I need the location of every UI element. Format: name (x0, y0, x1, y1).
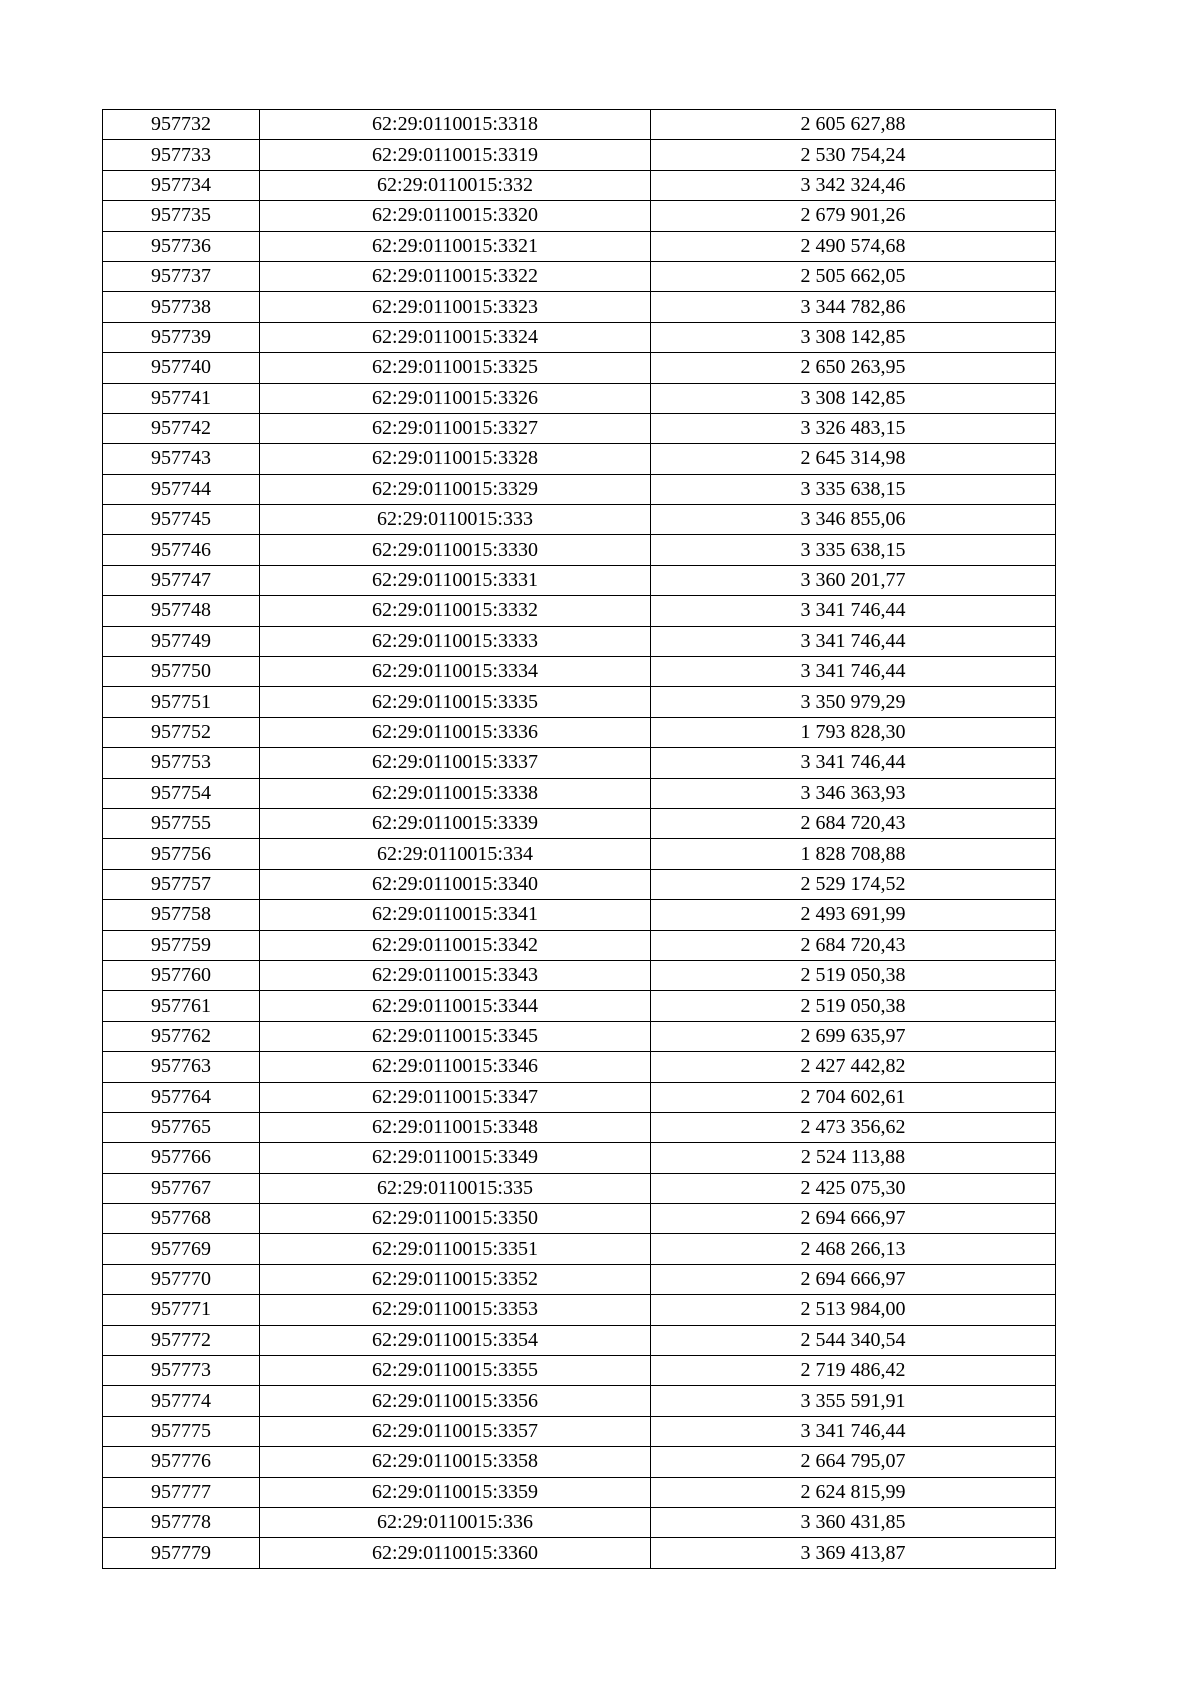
row-number-cell: 957740 (103, 353, 260, 383)
cadastral-value-cell: 3 355 591,91 (651, 1386, 1056, 1416)
cadastral-number-cell: 62:29:0110015:3320 (260, 201, 651, 231)
cadastral-value-cell: 2 719 486,42 (651, 1356, 1056, 1386)
row-number-cell: 957755 (103, 808, 260, 838)
cadastral-value-cell: 2 650 263,95 (651, 353, 1056, 383)
cadastral-value-cell: 2 505 662,05 (651, 261, 1056, 291)
cadastral-number-cell: 62:29:0110015:3332 (260, 596, 651, 626)
cadastral-number-cell: 62:29:0110015:3327 (260, 413, 651, 443)
cadastral-value-cell: 3 341 746,44 (651, 596, 1056, 626)
cadastral-value-cell: 3 369 413,87 (651, 1538, 1056, 1568)
cadastral-value-cell: 2 624 815,99 (651, 1477, 1056, 1507)
table-row (103, 231, 1056, 261)
table-row (103, 110, 1056, 140)
cadastral-number-cell: 62:29:0110015:3337 (260, 748, 651, 778)
cadastral-number-cell: 62:29:0110015:3346 (260, 1052, 651, 1082)
cadastral-value-cell: 2 490 574,68 (651, 231, 1056, 261)
table-row (103, 261, 1056, 291)
table-row (103, 960, 1056, 990)
table-row (103, 474, 1056, 504)
cadastral-number-cell: 62:29:0110015:3339 (260, 808, 651, 838)
cadastral-value-cell: 3 326 483,15 (651, 413, 1056, 443)
cadastral-number-cell: 62:29:0110015:3318 (260, 110, 651, 140)
cadastral-number-cell: 62:29:0110015:3321 (260, 231, 651, 261)
cadastral-number-cell: 62:29:0110015:3348 (260, 1112, 651, 1142)
row-number-cell: 957751 (103, 687, 260, 717)
cadastral-value-cell: 2 530 754,24 (651, 140, 1056, 170)
table-row (103, 383, 1056, 413)
cadastral-value-cell: 1 793 828,30 (651, 717, 1056, 747)
cadastral-number-cell: 62:29:0110015:333 (260, 505, 651, 535)
cadastral-number-cell: 62:29:0110015:3322 (260, 261, 651, 291)
cadastral-value-cell: 2 473 356,62 (651, 1112, 1056, 1142)
cadastral-value-cell: 2 679 901,26 (651, 201, 1056, 231)
row-number-cell: 957736 (103, 231, 260, 261)
row-number-cell: 957771 (103, 1295, 260, 1325)
row-number-cell: 957753 (103, 748, 260, 778)
table-row (103, 505, 1056, 535)
cadastral-number-cell: 62:29:0110015:3357 (260, 1416, 651, 1446)
cadastral-value-cell: 3 360 431,85 (651, 1507, 1056, 1537)
table-row (103, 1295, 1056, 1325)
cadastral-value-cell: 1 828 708,88 (651, 839, 1056, 869)
cadastral-number-cell: 62:29:0110015:3340 (260, 869, 651, 899)
row-number-cell: 957754 (103, 778, 260, 808)
row-number-cell: 957732 (103, 110, 260, 140)
table-row (103, 1112, 1056, 1142)
row-number-cell: 957743 (103, 444, 260, 474)
cadastral-number-cell: 62:29:0110015:3345 (260, 1021, 651, 1051)
row-number-cell: 957774 (103, 1386, 260, 1416)
cadastral-number-cell: 62:29:0110015:3347 (260, 1082, 651, 1112)
table-row (103, 930, 1056, 960)
cadastral-number-cell: 62:29:0110015:3358 (260, 1447, 651, 1477)
row-number-cell: 957741 (103, 383, 260, 413)
cadastral-value-cell: 3 342 324,46 (651, 170, 1056, 200)
cadastral-number-cell: 62:29:0110015:3355 (260, 1356, 651, 1386)
table-row (103, 1204, 1056, 1234)
cadastral-value-cell: 3 360 201,77 (651, 565, 1056, 595)
row-number-cell: 957775 (103, 1416, 260, 1446)
cadastral-value-cell: 3 308 142,85 (651, 322, 1056, 352)
row-number-cell: 957761 (103, 991, 260, 1021)
cadastral-number-cell: 62:29:0110015:3342 (260, 930, 651, 960)
table-row (103, 596, 1056, 626)
table-row (103, 1173, 1056, 1203)
cadastral-number-cell: 62:29:0110015:3328 (260, 444, 651, 474)
row-number-cell: 957758 (103, 900, 260, 930)
row-number-cell: 957765 (103, 1112, 260, 1142)
table-row (103, 170, 1056, 200)
row-number-cell: 957767 (103, 1173, 260, 1203)
row-number-cell: 957759 (103, 930, 260, 960)
cadastral-value-cell: 3 346 855,06 (651, 505, 1056, 535)
cadastral-value-cell: 2 513 984,00 (651, 1295, 1056, 1325)
row-number-cell: 957733 (103, 140, 260, 170)
cadastral-number-cell: 62:29:0110015:334 (260, 839, 651, 869)
cadastral-number-cell: 62:29:0110015:3330 (260, 535, 651, 565)
cadastral-number-cell: 62:29:0110015:3333 (260, 626, 651, 656)
table-row (103, 657, 1056, 687)
table-row (103, 1082, 1056, 1112)
cadastral-value-cell: 2 694 666,97 (651, 1204, 1056, 1234)
row-number-cell: 957750 (103, 657, 260, 687)
table-row (103, 808, 1056, 838)
row-number-cell: 957756 (103, 839, 260, 869)
cadastral-number-cell: 62:29:0110015:3359 (260, 1477, 651, 1507)
cadastral-value-cell: 2 493 691,99 (651, 900, 1056, 930)
row-number-cell: 957768 (103, 1204, 260, 1234)
table-row (103, 201, 1056, 231)
row-number-cell: 957746 (103, 535, 260, 565)
cadastral-value-cell: 2 519 050,38 (651, 991, 1056, 1021)
cadastral-number-cell: 62:29:0110015:3331 (260, 565, 651, 595)
row-number-cell: 957739 (103, 322, 260, 352)
row-number-cell: 957769 (103, 1234, 260, 1264)
cadastral-number-cell: 62:29:0110015:3323 (260, 292, 651, 322)
cadastral-number-cell: 62:29:0110015:335 (260, 1173, 651, 1203)
row-number-cell: 957779 (103, 1538, 260, 1568)
table-row (103, 1416, 1056, 1446)
table-row (103, 1264, 1056, 1294)
row-number-cell: 957776 (103, 1447, 260, 1477)
table-row (103, 1325, 1056, 1355)
cadastral-value-cell: 2 529 174,52 (651, 869, 1056, 899)
cadastral-value-cell: 3 346 363,93 (651, 778, 1056, 808)
cadastral-value-cell: 2 425 075,30 (651, 1173, 1056, 1203)
row-number-cell: 957777 (103, 1477, 260, 1507)
cadastral-number-cell: 62:29:0110015:3338 (260, 778, 651, 808)
cadastral-number-cell: 62:29:0110015:3334 (260, 657, 651, 687)
table-row (103, 1356, 1056, 1386)
cadastral-value-cell: 3 335 638,15 (651, 474, 1056, 504)
row-number-cell: 957762 (103, 1021, 260, 1051)
row-number-cell: 957734 (103, 170, 260, 200)
cadastral-number-cell: 62:29:0110015:3352 (260, 1264, 651, 1294)
table-row (103, 1234, 1056, 1264)
cadastral-value-cell: 2 544 340,54 (651, 1325, 1056, 1355)
table-row (103, 413, 1056, 443)
table-row (103, 535, 1056, 565)
cadastral-value-cell: 2 468 266,13 (651, 1234, 1056, 1264)
cadastral-value-cell: 2 664 795,07 (651, 1447, 1056, 1477)
row-number-cell: 957737 (103, 261, 260, 291)
table-row (103, 748, 1056, 778)
table-row (103, 839, 1056, 869)
cadastral-number-cell: 62:29:0110015:3335 (260, 687, 651, 717)
row-number-cell: 957748 (103, 596, 260, 626)
table-row (103, 322, 1056, 352)
cadastral-number-cell: 62:29:0110015:332 (260, 170, 651, 200)
cadastral-value-cell: 3 308 142,85 (651, 383, 1056, 413)
cadastral-value-cell: 3 341 746,44 (651, 1416, 1056, 1446)
cadastral-number-cell: 62:29:0110015:3343 (260, 960, 651, 990)
row-number-cell: 957778 (103, 1507, 260, 1537)
cadastral-value-cell: 2 524 113,88 (651, 1143, 1056, 1173)
row-number-cell: 957773 (103, 1356, 260, 1386)
cadastral-value-cell: 3 335 638,15 (651, 535, 1056, 565)
table-row (103, 140, 1056, 170)
row-number-cell: 957772 (103, 1325, 260, 1355)
cadastral-number-cell: 62:29:0110015:3349 (260, 1143, 651, 1173)
cadastral-value-table (102, 109, 1056, 1569)
row-number-cell: 957770 (103, 1264, 260, 1294)
row-number-cell: 957760 (103, 960, 260, 990)
cadastral-value-cell: 2 699 635,97 (651, 1021, 1056, 1051)
cadastral-value-cell: 3 341 746,44 (651, 657, 1056, 687)
table-body (103, 110, 1056, 1569)
cadastral-value-cell: 3 341 746,44 (651, 748, 1056, 778)
cadastral-number-cell: 62:29:0110015:3351 (260, 1234, 651, 1264)
row-number-cell: 957735 (103, 201, 260, 231)
table-row (103, 1052, 1056, 1082)
row-number-cell: 957747 (103, 565, 260, 595)
cadastral-value-cell: 2 694 666,97 (651, 1264, 1056, 1294)
row-number-cell: 957757 (103, 869, 260, 899)
cadastral-value-cell: 2 684 720,43 (651, 930, 1056, 960)
table-row (103, 687, 1056, 717)
table-row (103, 778, 1056, 808)
row-number-cell: 957745 (103, 505, 260, 535)
table-row (103, 444, 1056, 474)
table-row (103, 900, 1056, 930)
row-number-cell: 957763 (103, 1052, 260, 1082)
cadastral-value-cell: 2 519 050,38 (651, 960, 1056, 990)
cadastral-value-cell: 3 350 979,29 (651, 687, 1056, 717)
table-row (103, 1538, 1056, 1568)
cadastral-value-cell: 3 344 782,86 (651, 292, 1056, 322)
row-number-cell: 957744 (103, 474, 260, 504)
cadastral-number-cell: 62:29:0110015:3341 (260, 900, 651, 930)
cadastral-number-cell: 62:29:0110015:3325 (260, 353, 651, 383)
table-row (103, 292, 1056, 322)
cadastral-value-cell: 2 704 602,61 (651, 1082, 1056, 1112)
cadastral-value-cell: 2 427 442,82 (651, 1052, 1056, 1082)
row-number-cell: 957749 (103, 626, 260, 656)
cadastral-number-cell: 62:29:0110015:3354 (260, 1325, 651, 1355)
table-row (103, 1447, 1056, 1477)
cadastral-number-cell: 62:29:0110015:3353 (260, 1295, 651, 1325)
cadastral-value-cell: 2 684 720,43 (651, 808, 1056, 838)
table-row (103, 1021, 1056, 1051)
cadastral-number-cell: 62:29:0110015:3344 (260, 991, 651, 1021)
table-row (103, 1143, 1056, 1173)
table-row (103, 991, 1056, 1021)
table-row (103, 1507, 1056, 1537)
table-row (103, 1386, 1056, 1416)
cadastral-number-cell: 62:29:0110015:3329 (260, 474, 651, 504)
table-row (103, 1477, 1056, 1507)
cadastral-number-cell: 62:29:0110015:3326 (260, 383, 651, 413)
row-number-cell: 957764 (103, 1082, 260, 1112)
cadastral-number-cell: 62:29:0110015:3360 (260, 1538, 651, 1568)
cadastral-number-cell: 62:29:0110015:3356 (260, 1386, 651, 1416)
row-number-cell: 957766 (103, 1143, 260, 1173)
row-number-cell: 957742 (103, 413, 260, 443)
cadastral-number-cell: 62:29:0110015:336 (260, 1507, 651, 1537)
table-row (103, 353, 1056, 383)
table-row (103, 717, 1056, 747)
table-row (103, 626, 1056, 656)
table-row (103, 565, 1056, 595)
table-row (103, 869, 1056, 899)
cadastral-value-cell: 2 645 314,98 (651, 444, 1056, 474)
cadastral-number-cell: 62:29:0110015:3350 (260, 1204, 651, 1234)
cadastral-number-cell: 62:29:0110015:3319 (260, 140, 651, 170)
cadastral-value-cell: 3 341 746,44 (651, 626, 1056, 656)
row-number-cell: 957738 (103, 292, 260, 322)
cadastral-number-cell: 62:29:0110015:3336 (260, 717, 651, 747)
row-number-cell: 957752 (103, 717, 260, 747)
cadastral-value-cell: 2 605 627,88 (651, 110, 1056, 140)
cadastral-number-cell: 62:29:0110015:3324 (260, 322, 651, 352)
